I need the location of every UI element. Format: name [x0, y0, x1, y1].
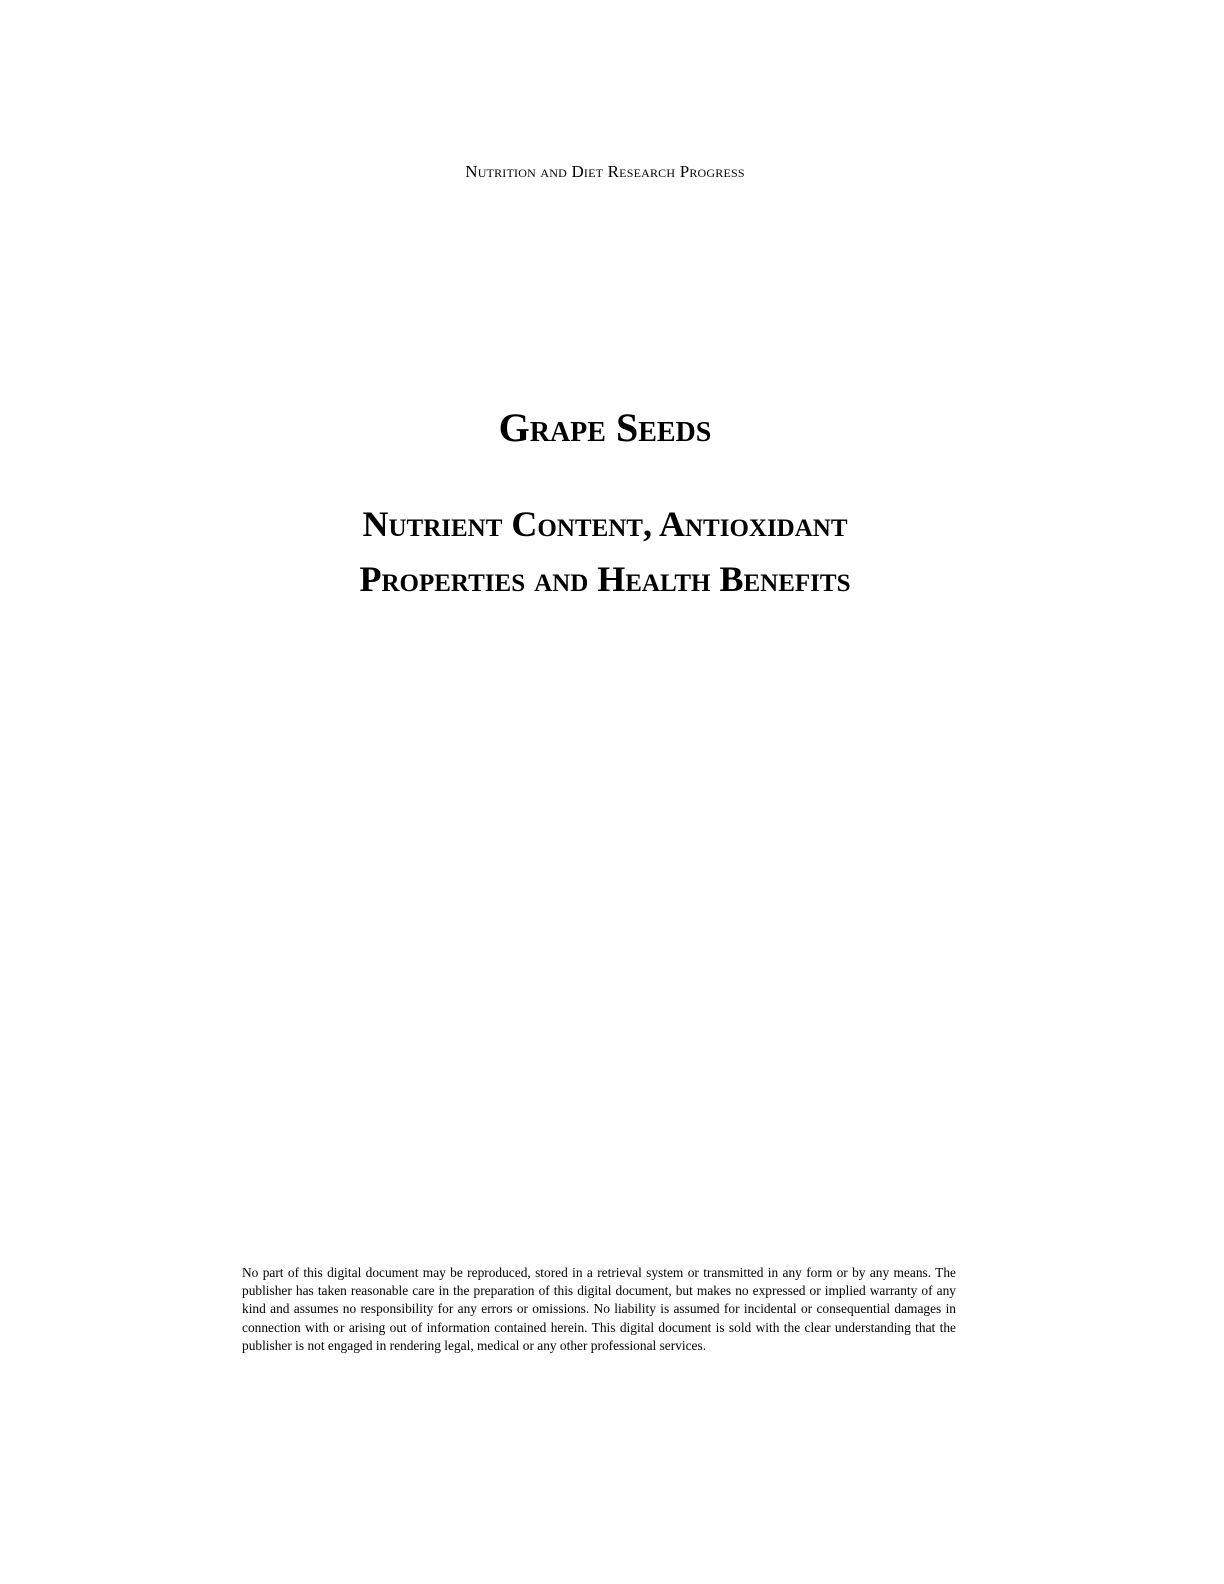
subtitle-line-1: Nutrient Content, Antioxidant: [362, 504, 848, 544]
book-subtitle: [0, 497, 1210, 607]
book-title: Grape Seeds: [498, 405, 712, 450]
series-title: Nutrition and Diet Research Progress: [465, 162, 745, 181]
subtitle-line-2: Properties and Health Benefits: [359, 559, 851, 599]
copyright-disclaimer: No part of this digital document may be reproduced, stored in a retrieval system or transmitted in any form or by any means. The publisher has taken reasonable care in the preparation of this digital document, but makes no expressed or implied warranty of any kind and assumes no responsibility for any errors or omissions. No liability is assumed for incidental or consequential damages in connection with or arising out of information contained herein. This digital document is sold with the clear understanding that the publisher is not engaged in rendering legal, medical or any other professional services.: [242, 1265, 956, 1353]
